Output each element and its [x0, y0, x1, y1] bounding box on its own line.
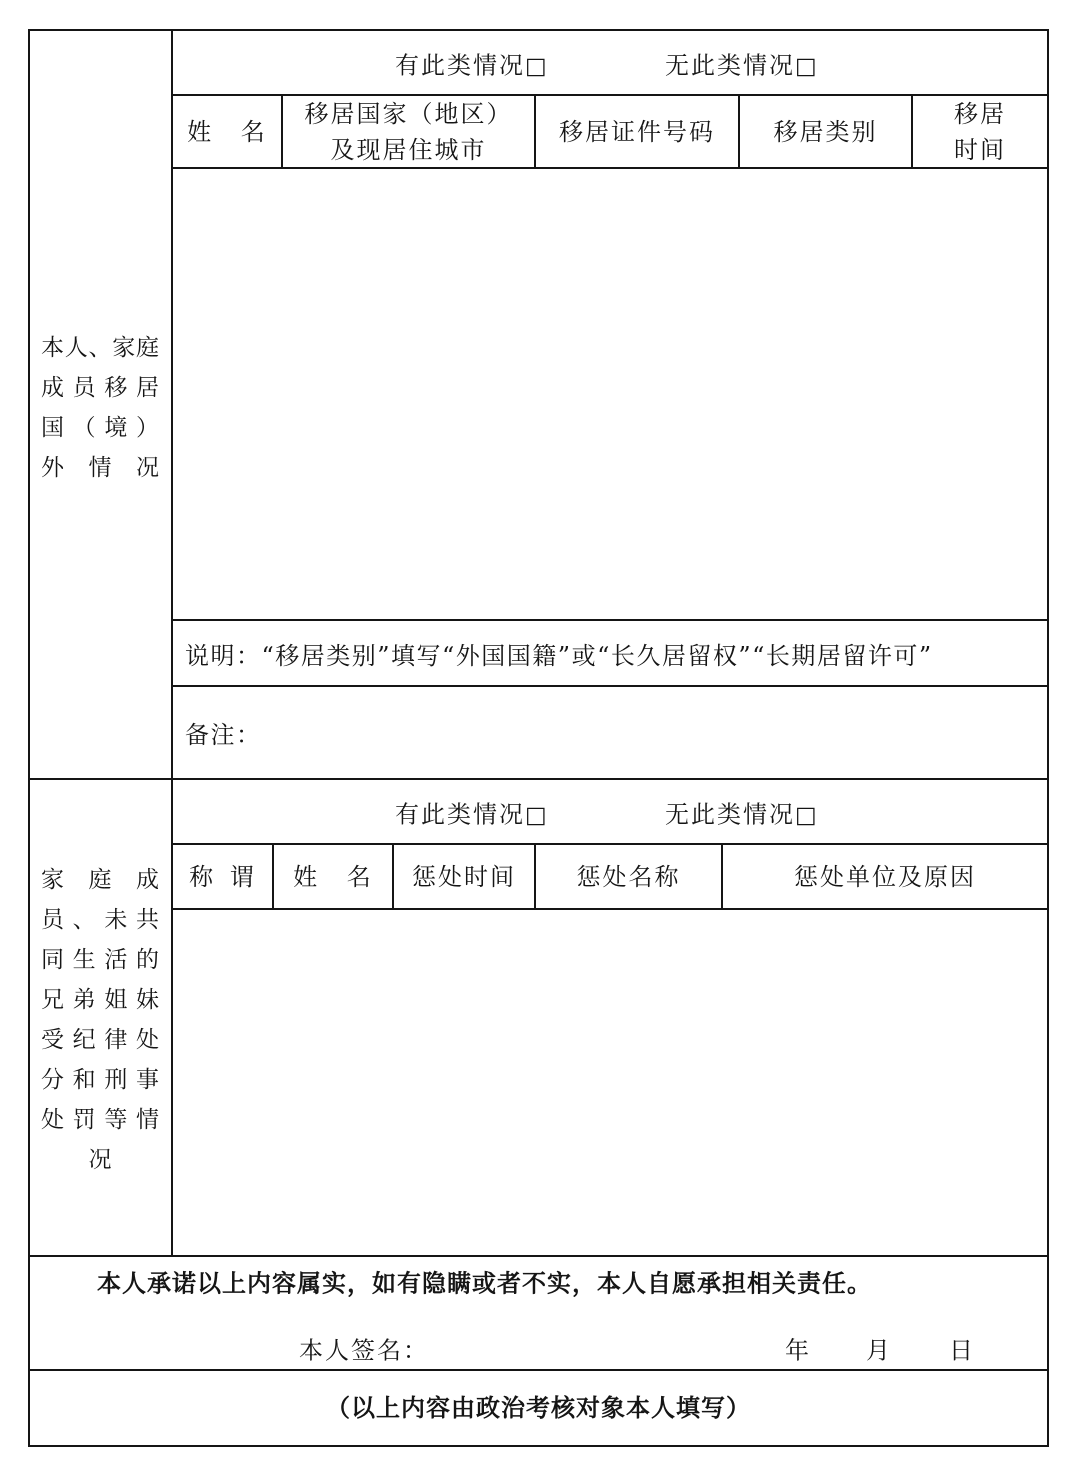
table-border-bottom	[28, 1445, 1049, 1447]
header-name	[274, 845, 392, 908]
header-text: 及现居住城市	[330, 135, 487, 164]
header-country-city	[283, 96, 534, 167]
header-penalty-name	[536, 845, 721, 908]
section-label-line: 国（境）	[41, 415, 159, 441]
migration-status-row	[172, 31, 1047, 94]
remarks-row[interactable]	[173, 687, 1047, 778]
section-label-line: 兄弟姐妹	[41, 987, 159, 1013]
header-text: 姓 名	[293, 862, 373, 891]
header-text: 惩处单位及原因	[794, 862, 976, 891]
status-yes-label: 有此类情况	[395, 51, 525, 79]
discipline-entries-area[interactable]	[173, 910, 1047, 1255]
status-no-checkbox[interactable]: □	[795, 53, 817, 79]
header-name	[173, 96, 281, 167]
discipline-status-row	[172, 780, 1047, 843]
footer-note-row	[30, 1371, 1047, 1445]
section-label-line: 同生活的	[41, 947, 159, 973]
migration-section-label	[41, 328, 159, 488]
header-text: 移居	[954, 99, 1006, 128]
header-text: 移居国家（地区）	[304, 99, 513, 128]
status-yes-checkbox[interactable]: □	[525, 802, 547, 828]
status-no-option	[665, 794, 817, 829]
remarks-label: 备注：	[185, 721, 262, 749]
status-yes-option	[395, 45, 547, 80]
signature-field[interactable]	[425, 1330, 755, 1366]
pledge-statement: 本人承诺以上内容属实，如有隐瞒或者不实，本人自愿承担相关责任。	[97, 1269, 872, 1298]
header-migration-type	[740, 96, 911, 167]
section-label-line: 员、未共	[41, 907, 159, 933]
table-border-right	[1047, 29, 1049, 1447]
section-label-line: 外情况	[41, 455, 159, 481]
header-text: 时间	[954, 135, 1006, 164]
header-text: 惩处时间	[412, 862, 516, 891]
migration-entries-area[interactable]	[173, 169, 1047, 619]
header-text: 姓 名	[187, 117, 267, 146]
header-text: 称 谓	[189, 862, 256, 891]
status-yes-checkbox[interactable]: □	[525, 53, 547, 79]
status-no-label: 无此类情况	[665, 51, 795, 79]
header-penalty-unit-reason	[723, 845, 1047, 908]
table-border-left	[28, 29, 30, 1447]
table-rule	[28, 1255, 1049, 1257]
footer-note: （以上内容由政治考核对象本人填写）	[326, 1394, 751, 1422]
date-month-label: 月	[866, 1336, 892, 1365]
section-label-line: 况	[88, 1147, 112, 1173]
section-label-line: 成员移居	[41, 375, 159, 401]
header-text: 移居证件号码	[559, 117, 715, 146]
header-document-number	[536, 96, 738, 167]
status-no-label: 无此类情况	[665, 800, 795, 828]
status-no-checkbox[interactable]: □	[795, 802, 817, 828]
header-text: 移居类别	[773, 117, 878, 146]
section-label-line: 受纪律处	[41, 1027, 159, 1053]
signature-label: 本人签名：	[299, 1336, 429, 1365]
header-penalty-time	[394, 845, 534, 908]
status-no-option	[665, 45, 817, 80]
date-year-label: 年	[785, 1336, 811, 1365]
migration-note	[173, 621, 1047, 685]
header-text: 惩处名称	[576, 862, 681, 891]
section-label-line: 家庭成	[41, 867, 159, 893]
header-relation	[173, 845, 272, 908]
section-label-line: 处罚等情	[41, 1107, 159, 1133]
section-label-line: 本人、家庭	[41, 335, 159, 361]
note-text: 说明：“移居类别”填写“外国国籍”或“长久居留权”“长期居留许可”	[185, 641, 933, 670]
status-yes-label: 有此类情况	[395, 800, 525, 828]
header-migration-time	[913, 96, 1047, 167]
section-label-line: 分和刑事	[41, 1067, 159, 1093]
status-yes-option	[395, 794, 547, 829]
discipline-section-label	[41, 860, 159, 1180]
date-day-label: 日	[949, 1336, 975, 1365]
